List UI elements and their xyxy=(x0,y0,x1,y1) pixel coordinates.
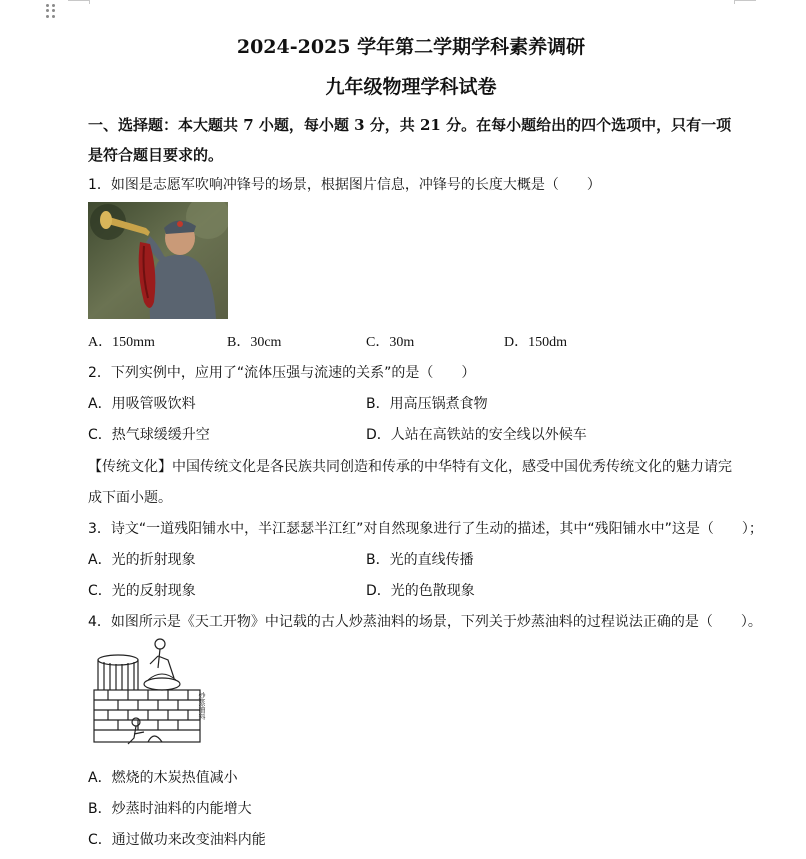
question-1-stem: 1．如图是志愿军吹响冲锋号的场景，根据图片信息，冲锋号的长度大概是（ ） xyxy=(88,177,601,193)
question-4-option-a[interactable]: A．燃烧的木炭热值减小 xyxy=(88,770,238,786)
question-4-option-c[interactable]: C．通过做功来改变油料内能 xyxy=(88,832,266,848)
question-2-option-d[interactable]: D．人站在高铁站的安全线以外候车 xyxy=(366,427,587,443)
question-3-option-a[interactable]: A．光的折射现象 xyxy=(88,552,196,568)
question-4-option-b[interactable]: B．炒蒸时油料的内能增大 xyxy=(88,801,252,817)
question-2-option-c[interactable]: C．热气球缓缓升空 xyxy=(88,427,210,443)
question-3-option-b[interactable]: B．光的直线传播 xyxy=(366,552,474,568)
culture-note: 【传统文化】中国传统文化是各民族共同创造和传承的中华特有文化，感受中国优秀传统文化的魅力请完成下面小题。 xyxy=(88,459,732,506)
ancient-oil-steaming-drawing xyxy=(88,638,208,756)
question-3-option-d[interactable]: D．光的色散现象 xyxy=(366,583,475,599)
question-3-stem: 3．诗文“一道残阳铺水中，半江瑟瑟半江红”对自然现象进行了生动的描述，其中“残阳铺水中”这是（ ）； xyxy=(88,521,763,537)
drag-handle[interactable] xyxy=(46,4,56,18)
question-2-option-b[interactable]: B．用高压锅煮食物 xyxy=(366,396,488,412)
question-1-option-a[interactable]: A．150mm xyxy=(88,335,155,350)
margin-mark-right xyxy=(734,0,756,1)
section-heading: 一、选择题：本大题共 7 小题，每小题 3 分，共 21 分。在每小题给出的四个选项中，只有一项是符合题目要求的。 xyxy=(88,116,732,164)
question-2-stem: 2．下列实例中，应用了“流体压强与流速的关系”的是（ ） xyxy=(88,365,476,381)
soldier-bugle-photo xyxy=(88,202,228,319)
margin-mark-left xyxy=(68,0,90,1)
question-1-option-d[interactable]: D．150dm xyxy=(504,335,567,350)
page-title: 2024-2025 学年第二学期学科素养调研 xyxy=(236,36,586,58)
question-3-option-c[interactable]: C．光的反射现象 xyxy=(88,583,196,599)
question-4-stem: 4．如图所示是《天工开物》中记载的古人炒蒸油料的场景，下列关于炒蒸油料的过程说法正确的是（ ）。 xyxy=(88,614,762,630)
question-1-option-c[interactable]: C．30m xyxy=(366,335,415,350)
drawing-caption: 炒蒸油料 xyxy=(198,692,206,720)
page-subtitle: 九年级物理学科试卷 xyxy=(325,76,497,98)
question-2-option-a[interactable]: A．用吸管吸饮料 xyxy=(88,396,196,412)
question-1-option-b[interactable]: B．30cm xyxy=(227,335,282,350)
